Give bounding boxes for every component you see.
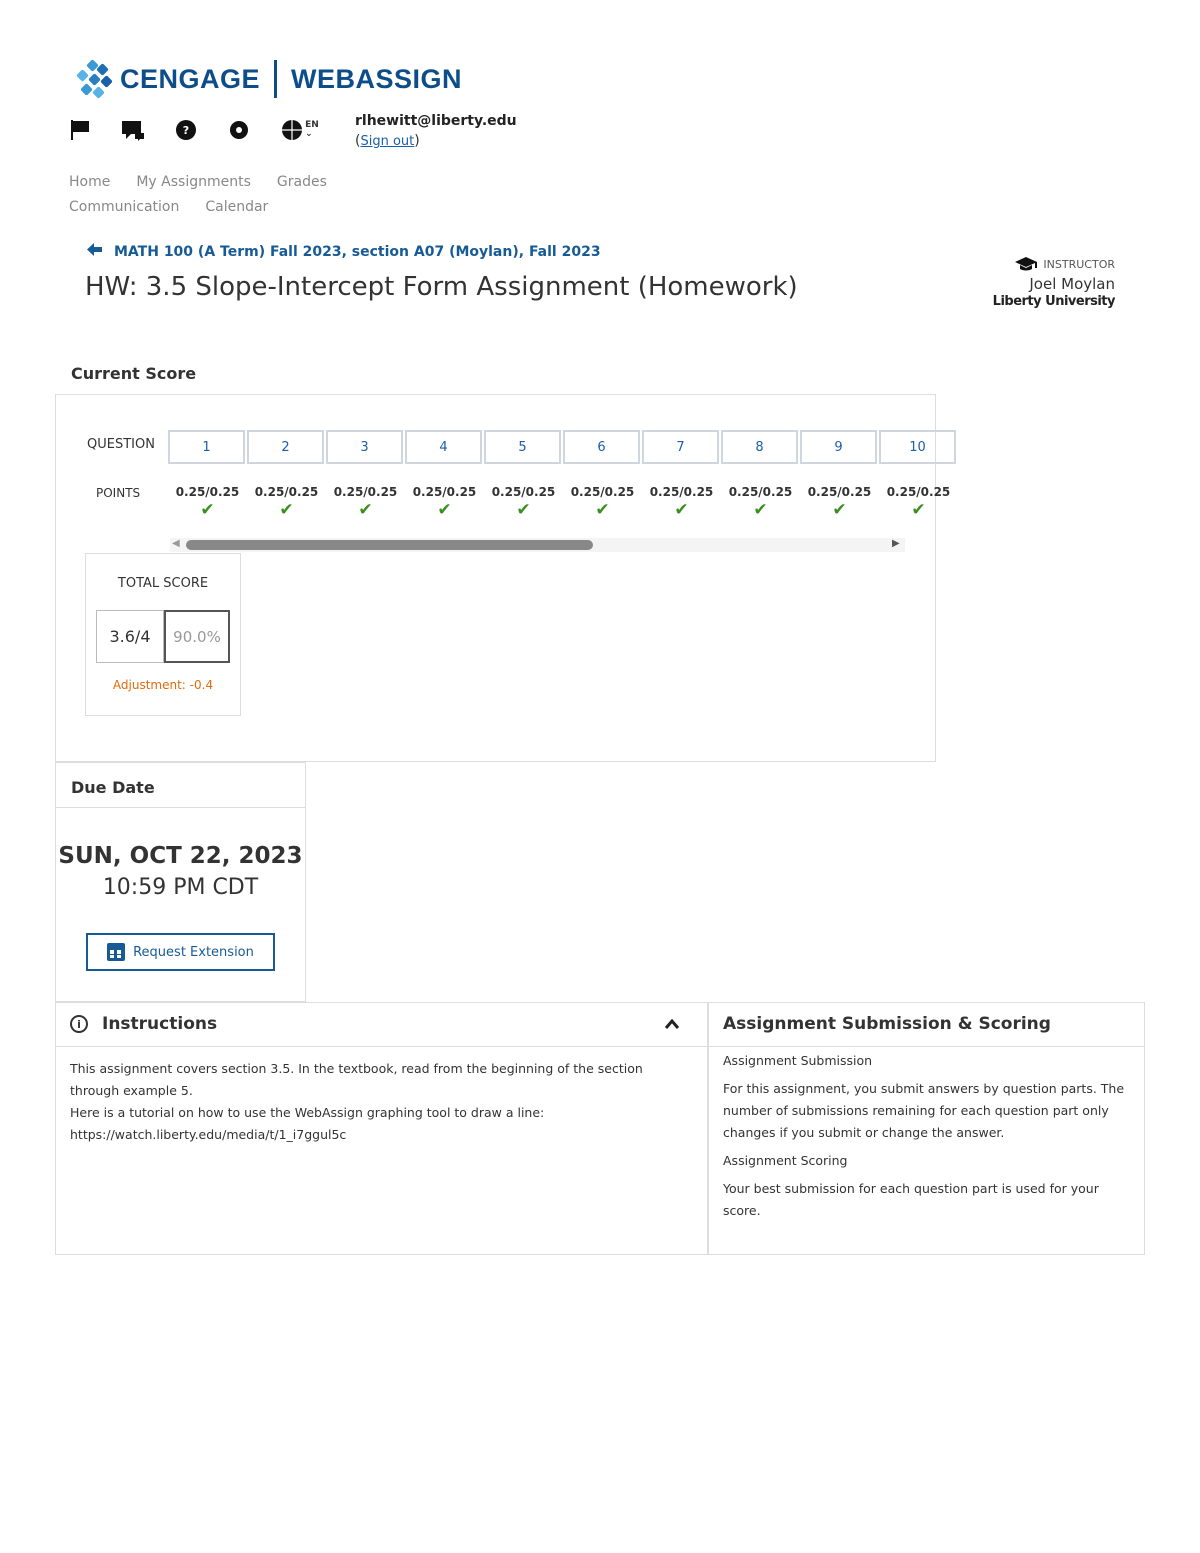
points-cell: 0.25/0.25 ✔	[326, 485, 405, 520]
due-date-heading: Due Date	[71, 778, 155, 797]
language-selector[interactable]	[280, 118, 320, 142]
help-icon[interactable]	[174, 118, 198, 142]
instructions-body	[70, 1058, 695, 1146]
question-label: QUESTION	[87, 437, 155, 452]
points-cell: 0.25/0.25 ✔	[563, 485, 642, 520]
instructor-university: Liberty University	[992, 294, 1115, 309]
checkmark-icon: ✔	[674, 500, 689, 520]
calendar-icon	[107, 943, 125, 961]
points-cell: 0.25/0.25 ✔	[484, 485, 563, 520]
header-toolbar	[68, 118, 349, 142]
course-link[interactable]: MATH 100 (A Term) Fall 2023, section A07 (Moylan), Fall 2023	[114, 243, 601, 260]
question-link[interactable]: 3	[326, 430, 403, 464]
submission-scoring-heading: Assignment Submission & Scoring	[723, 1014, 1051, 1034]
checkmark-icon: ✔	[279, 500, 294, 520]
points-row	[168, 485, 951, 520]
question-link[interactable]: 1	[168, 430, 245, 464]
points-cell: 0.25/0.25 ✔	[247, 485, 326, 520]
info-icon: i	[70, 1015, 88, 1033]
checkmark-icon: ✔	[437, 500, 452, 520]
signout-wrap: (Sign out)	[355, 133, 420, 149]
scoring-subheading: Assignment Scoring	[723, 1153, 848, 1168]
question-row	[168, 430, 926, 464]
instructor-name: Joel Moylan	[1029, 275, 1115, 293]
cengage-logo-icon	[74, 59, 114, 99]
points-cell: 0.25/0.25 ✔	[879, 485, 958, 520]
chat-icon[interactable]	[121, 118, 145, 142]
main-nav	[69, 170, 353, 220]
question-link[interactable]: 4	[405, 430, 482, 464]
sign-out-link[interactable]: Sign out	[360, 134, 415, 149]
question-link[interactable]: 2	[247, 430, 324, 464]
question-link[interactable]: 8	[721, 430, 798, 464]
back-arrow-icon	[87, 243, 102, 260]
points-cell: 0.25/0.25 ✔	[405, 485, 484, 520]
tutorial-link[interactable]: https://watch.liberty.edu/media/t/1_i7ggul5c	[70, 1127, 347, 1142]
checkmark-icon: ✔	[595, 500, 610, 520]
request-extension-label: Request Extension	[133, 944, 254, 960]
instructions-title: Instructions	[102, 1014, 218, 1034]
scroll-left-icon[interactable]: ◀	[172, 538, 180, 549]
instructions-line: This assignment covers section 3.5. In the textbook, read from the beginning of the section through example 5.	[70, 1061, 643, 1098]
question-link[interactable]: 6	[563, 430, 640, 464]
collapse-chevron-icon[interactable]	[664, 1015, 680, 1034]
flag-icon[interactable]	[68, 118, 92, 142]
question-link[interactable]: 5	[484, 430, 561, 464]
points-cell: 0.25/0.25 ✔	[721, 485, 800, 520]
breadcrumb[interactable]	[87, 243, 601, 260]
nav-grades[interactable]: Grades	[276, 174, 327, 190]
points-cell: 0.25/0.25 ✔	[168, 485, 247, 520]
nav-calendar[interactable]: Calendar	[205, 199, 269, 215]
points-cell: 0.25/0.25 ✔	[800, 485, 879, 520]
chevron-down-icon: ⌄	[305, 129, 313, 139]
nav-home[interactable]: Home	[69, 174, 111, 190]
instructions-heading	[70, 1014, 217, 1034]
brand-webassign: WEBASSIGN	[291, 63, 463, 94]
question-link[interactable]: 9	[800, 430, 877, 464]
cengage-webassign-logo[interactable]	[74, 58, 462, 100]
scroll-right-icon[interactable]: ▶	[892, 538, 900, 549]
checkmark-icon: ✔	[911, 500, 926, 520]
settings-icon[interactable]	[227, 118, 251, 142]
language-code: EN ⌄	[305, 120, 319, 139]
due-date: SUN, OCT 22, 2023	[58, 843, 303, 869]
total-score-percent: 90.0%	[164, 610, 230, 663]
scrollbar-thumb[interactable]	[186, 540, 593, 550]
checkmark-icon: ✔	[753, 500, 768, 520]
brand-cengage: CENGAGE	[120, 63, 261, 94]
points-cell: 0.25/0.25 ✔	[642, 485, 721, 520]
question-link[interactable]: 7	[642, 430, 719, 464]
points-label: POINTS	[96, 486, 141, 500]
nav-communication[interactable]: Communication	[69, 199, 180, 215]
graduation-cap-icon	[1015, 257, 1037, 271]
checkmark-icon: ✔	[832, 500, 847, 520]
score-adjustment: Adjustment: -0.4	[112, 678, 214, 692]
page-title: HW: 3.5 Slope-Intercept Form Assignment (Homework)	[85, 272, 798, 302]
globe-icon	[281, 119, 303, 141]
due-time: 10:59 PM CDT	[102, 875, 259, 900]
submission-subheading: Assignment Submission	[723, 1053, 873, 1068]
user-email: rlhewitt@liberty.edu	[355, 113, 517, 129]
request-extension-button[interactable]	[86, 933, 275, 971]
nav-my-assignments[interactable]: My Assignments	[136, 174, 251, 190]
logo-divider	[274, 60, 277, 98]
user-info	[355, 113, 517, 149]
svg-text:?: ?	[182, 124, 190, 137]
checkmark-icon: ✔	[200, 500, 215, 520]
total-score-label: TOTAL SCORE	[117, 576, 209, 591]
submission-text: For this assignment, you submit answers by question parts. The number of submissions remaining for each question part only changes if you submit or change the answer.	[723, 1081, 1125, 1140]
current-score-heading: Current Score	[71, 364, 197, 383]
checkmark-icon: ✔	[358, 500, 373, 520]
scoring-text: Your best submission for each question part is used for your score.	[723, 1181, 1099, 1218]
instructions-line: Here is a tutorial on how to use the WebAssign graphing tool to draw a line:	[70, 1105, 545, 1120]
instructor-info	[993, 257, 1115, 309]
instructor-label-row	[993, 257, 1115, 271]
total-score-value: 3.6/4	[96, 610, 164, 663]
submission-scoring-body	[723, 1048, 1133, 1222]
checkmark-icon: ✔	[516, 500, 531, 520]
instructor-label: INSTRUCTOR	[1043, 257, 1115, 271]
question-link[interactable]: 10	[879, 430, 956, 464]
